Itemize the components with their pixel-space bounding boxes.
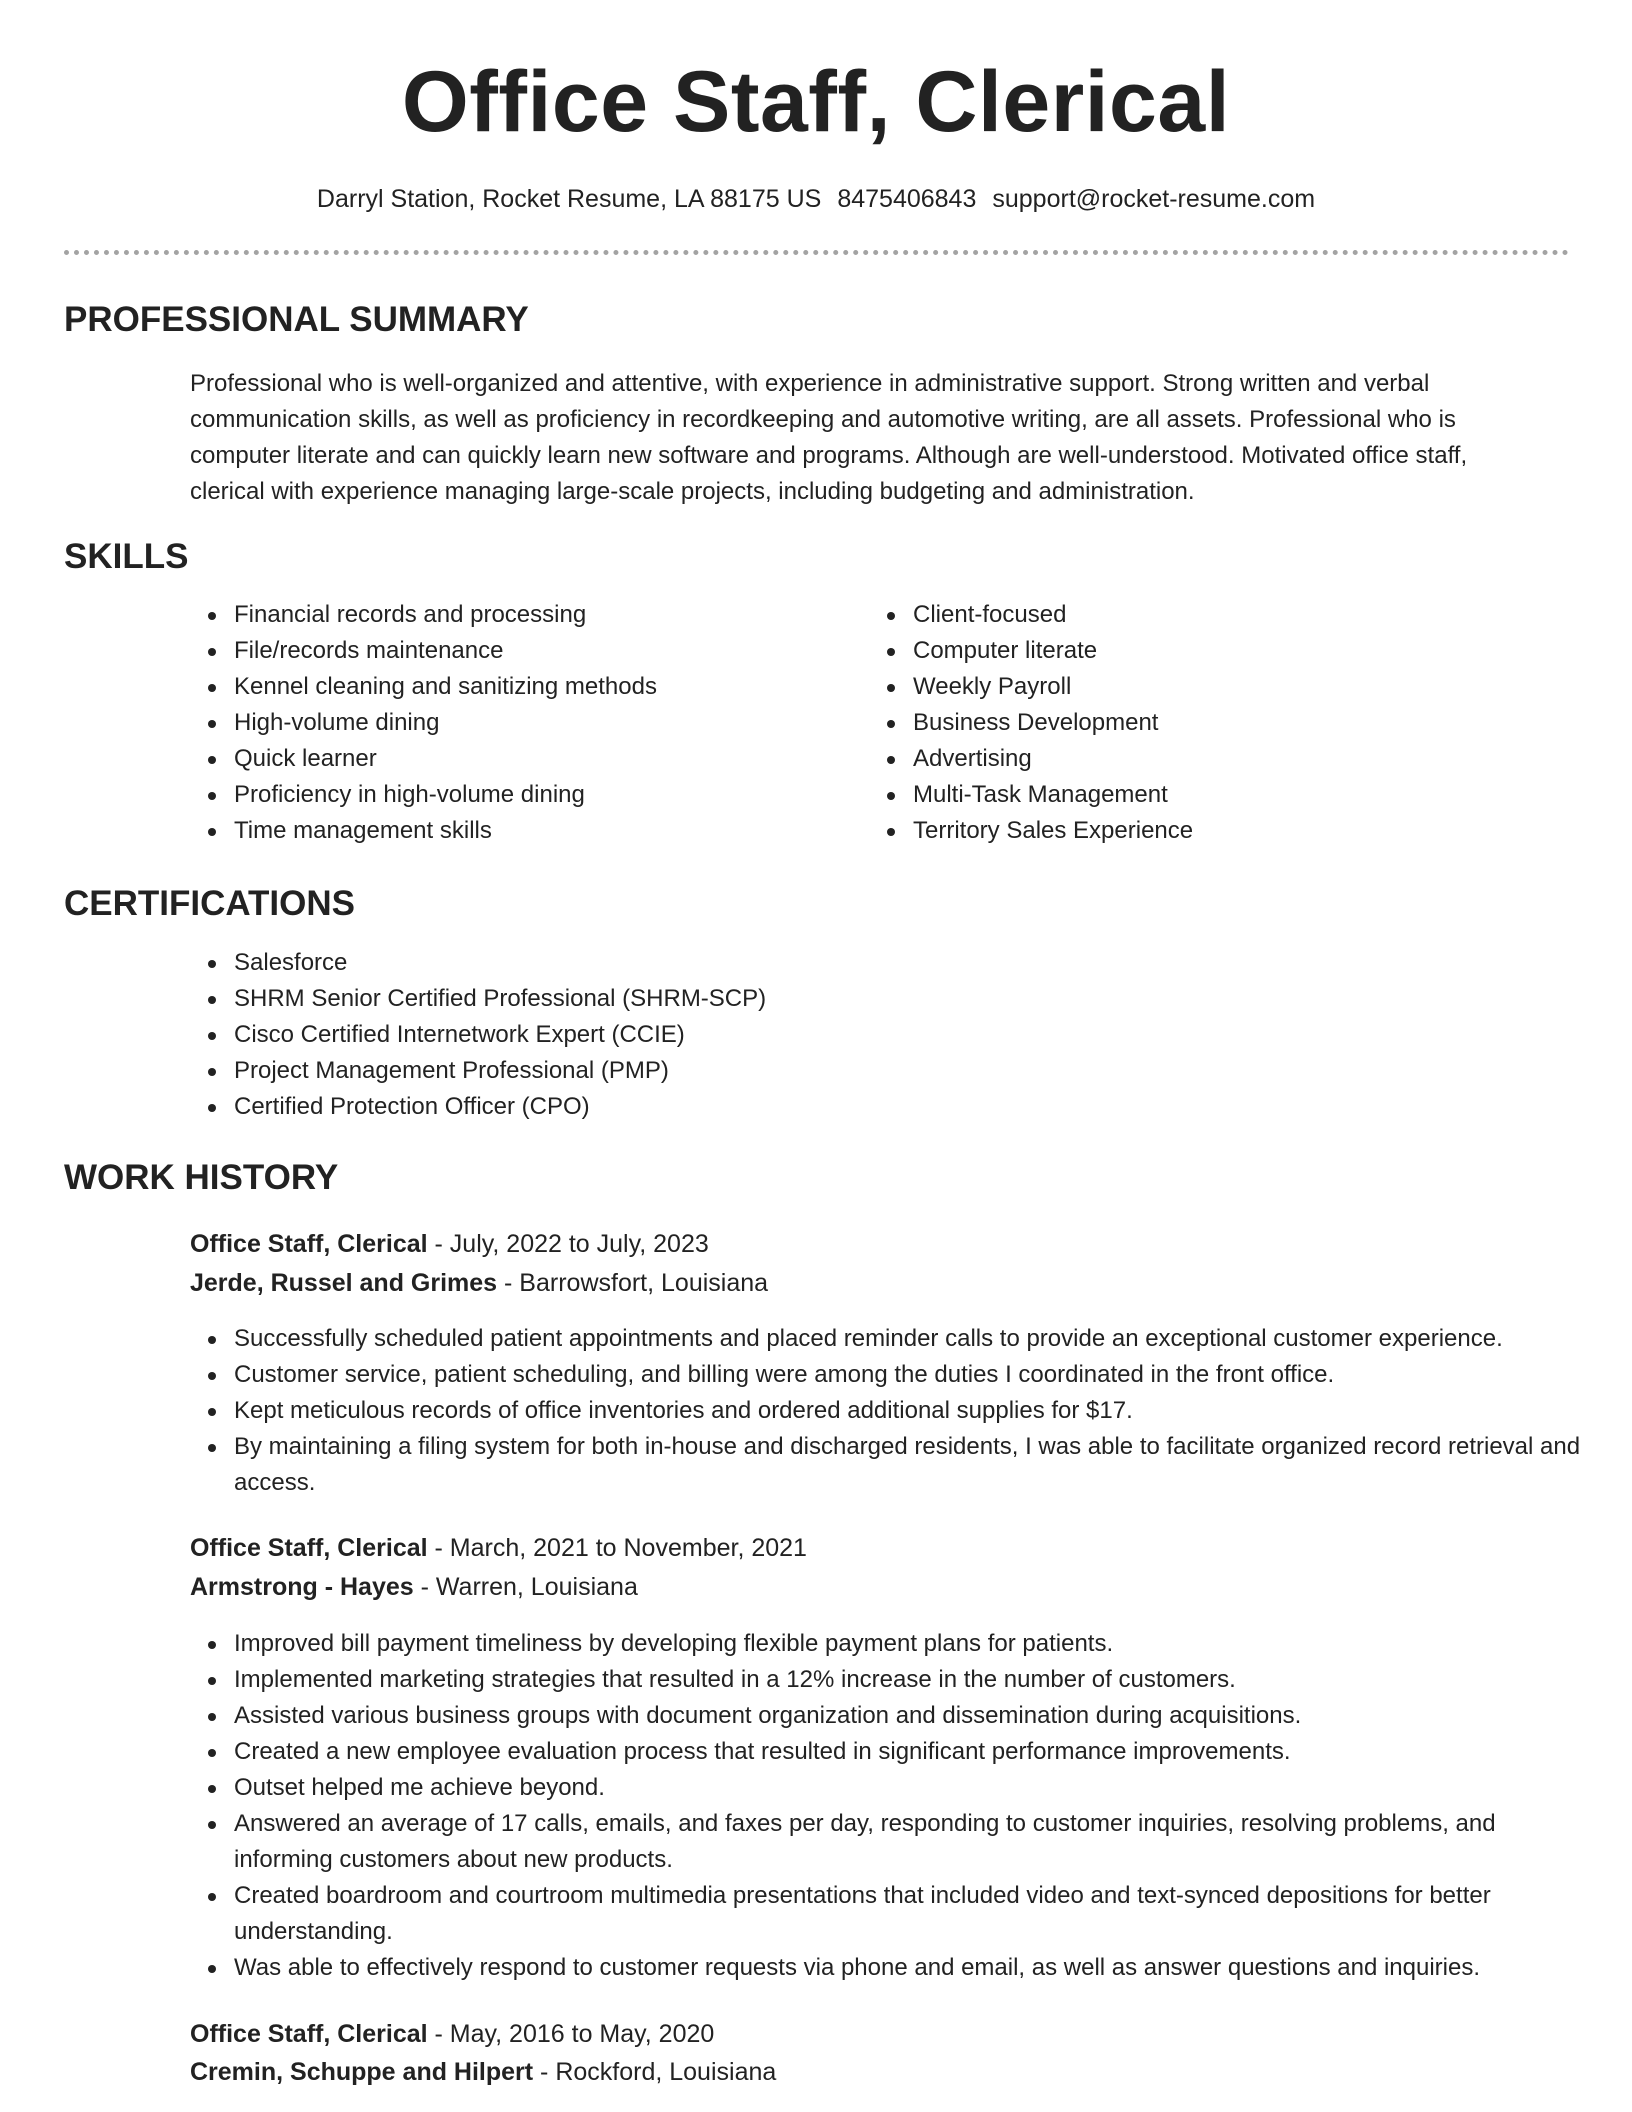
certification-item: Salesforce [234, 945, 1490, 981]
summary-heading: PROFESSIONAL SUMMARY [64, 300, 529, 339]
job-company-line [190, 2053, 776, 2091]
job-dates: - July, 2022 to July, 2023 [427, 1230, 709, 1258]
skill-item: Quick learner [234, 741, 830, 777]
job-location: - Barrowsfort, Louisiana [497, 1269, 769, 1297]
work-history-heading: WORK HISTORY [64, 1158, 339, 1197]
job-company-line [190, 1568, 638, 1606]
job-dates: - May, 2016 to May, 2020 [427, 2020, 715, 2048]
certification-item: Certified Protection Officer (CPO) [234, 1089, 1490, 1125]
skills-left-column [190, 597, 830, 849]
skill-item: Computer literate [913, 633, 1509, 669]
skill-item: Kennel cleaning and sanitizing methods [234, 669, 830, 705]
summary-text: Professional who is well-organized and attentive, with experience in administrative support. Strong written and verbal communication skills, as well as proficiency in recordkeeping and automotive writing, are all assets. Professional who is computer literate and can quickly learn new software and programs. Although are well-understood. Motivated office staff, clerical with experience managing large-scale projects, including budgeting and administration. [190, 370, 1468, 505]
job-company: Jerde, Russel and Grimes [190, 1269, 498, 1297]
skill-item: Proficiency in high-volume dining [234, 777, 830, 813]
job-title: Office Staff, Clerical [190, 1534, 428, 1562]
job-bullet: Created boardroom and courtroom multimedia presentations that included video and text-synced depositions for better understanding. [234, 1878, 1590, 1950]
job-bullet: By maintaining a filing system for both in-house and discharged residents, I was able to facilitate organized record retrieval and access. [234, 1429, 1590, 1501]
resume-name: Office Staff, Clerical [401, 54, 1231, 150]
job-company: Cremin, Schuppe and Hilpert [190, 2058, 534, 2086]
job-bullet: Outset helped me achieve beyond. [234, 1770, 1590, 1806]
skill-item: Client-focused [913, 597, 1509, 633]
job-bullet: Created a new employee evaluation process that resulted in significant performance improvements. [234, 1734, 1590, 1770]
skill-item: Business Development [913, 705, 1509, 741]
skill-item: File/records maintenance [234, 633, 830, 669]
job-location: - Warren, Louisiana [413, 1573, 638, 1601]
certification-item: Cisco Certified Internetwork Expert (CCIE) [234, 1017, 1490, 1053]
skill-item: Multi-Task Management [913, 777, 1509, 813]
job-bullet: Customer service, patient scheduling, and billing were among the duties I coordinated in the front office. [234, 1357, 1590, 1393]
skill-item: High-volume dining [234, 705, 830, 741]
job-dates: - March, 2021 to November, 2021 [427, 1534, 807, 1562]
skills-heading: SKILLS [64, 537, 189, 576]
skill-item: Weekly Payroll [913, 669, 1509, 705]
job-bullet: Improved bill payment timeliness by developing flexible payment plans for patients. [234, 1626, 1590, 1662]
contact-email[interactable]: support@rocket-resume.com [992, 185, 1316, 213]
certification-item: Project Management Professional (PMP) [234, 1053, 1490, 1089]
job-company: Armstrong - Hayes [190, 1573, 414, 1601]
certifications-heading: CERTIFICATIONS [64, 884, 356, 923]
certifications-list [190, 945, 1490, 1125]
skill-item: Advertising [913, 741, 1509, 777]
job-title: Office Staff, Clerical [190, 1230, 428, 1258]
job-bullet: Assisted various business groups with document organization and dissemination during acquisitions. [234, 1698, 1590, 1734]
job-bullet: Answered an average of 17 calls, emails, and faxes per day, responding to customer inquiries, resolving problems, and informing customers about new products. [234, 1806, 1590, 1878]
job-bullets [190, 1321, 1590, 1501]
header-divider [64, 250, 1569, 255]
skill-item: Time management skills [234, 813, 830, 849]
job-title-line [190, 2015, 714, 2053]
job-bullet: Was able to effectively respond to customer requests via phone and email, as well as answer questions and inquiries. [234, 1950, 1590, 1986]
job-company-line [190, 1264, 768, 1302]
job-title: Office Staff, Clerical [190, 2020, 428, 2048]
job-title-line [190, 1225, 709, 1263]
job-bullet: Kept meticulous records of office inventories and ordered additional supplies for $17. [234, 1393, 1590, 1429]
skill-item: Territory Sales Experience [913, 813, 1509, 849]
skill-item: Financial records and processing [234, 597, 830, 633]
job-bullet: Successfully scheduled patient appointments and placed reminder calls to provide an exceptional customer experience. [234, 1321, 1590, 1357]
contact-line [0, 182, 1632, 216]
skills-right-column [869, 597, 1509, 849]
contact-phone: 8475406843 [837, 185, 977, 213]
job-bullets [190, 1626, 1590, 1986]
job-location: - Rockford, Louisiana [533, 2058, 777, 2086]
job-bullet: Implemented marketing strategies that resulted in a 12% increase in the number of customers. [234, 1662, 1590, 1698]
certification-item: SHRM Senior Certified Professional (SHRM-SCP) [234, 981, 1490, 1017]
job-title-line [190, 1529, 807, 1567]
contact-address: Darryl Station, Rocket Resume, LA 88175 US [316, 185, 822, 213]
